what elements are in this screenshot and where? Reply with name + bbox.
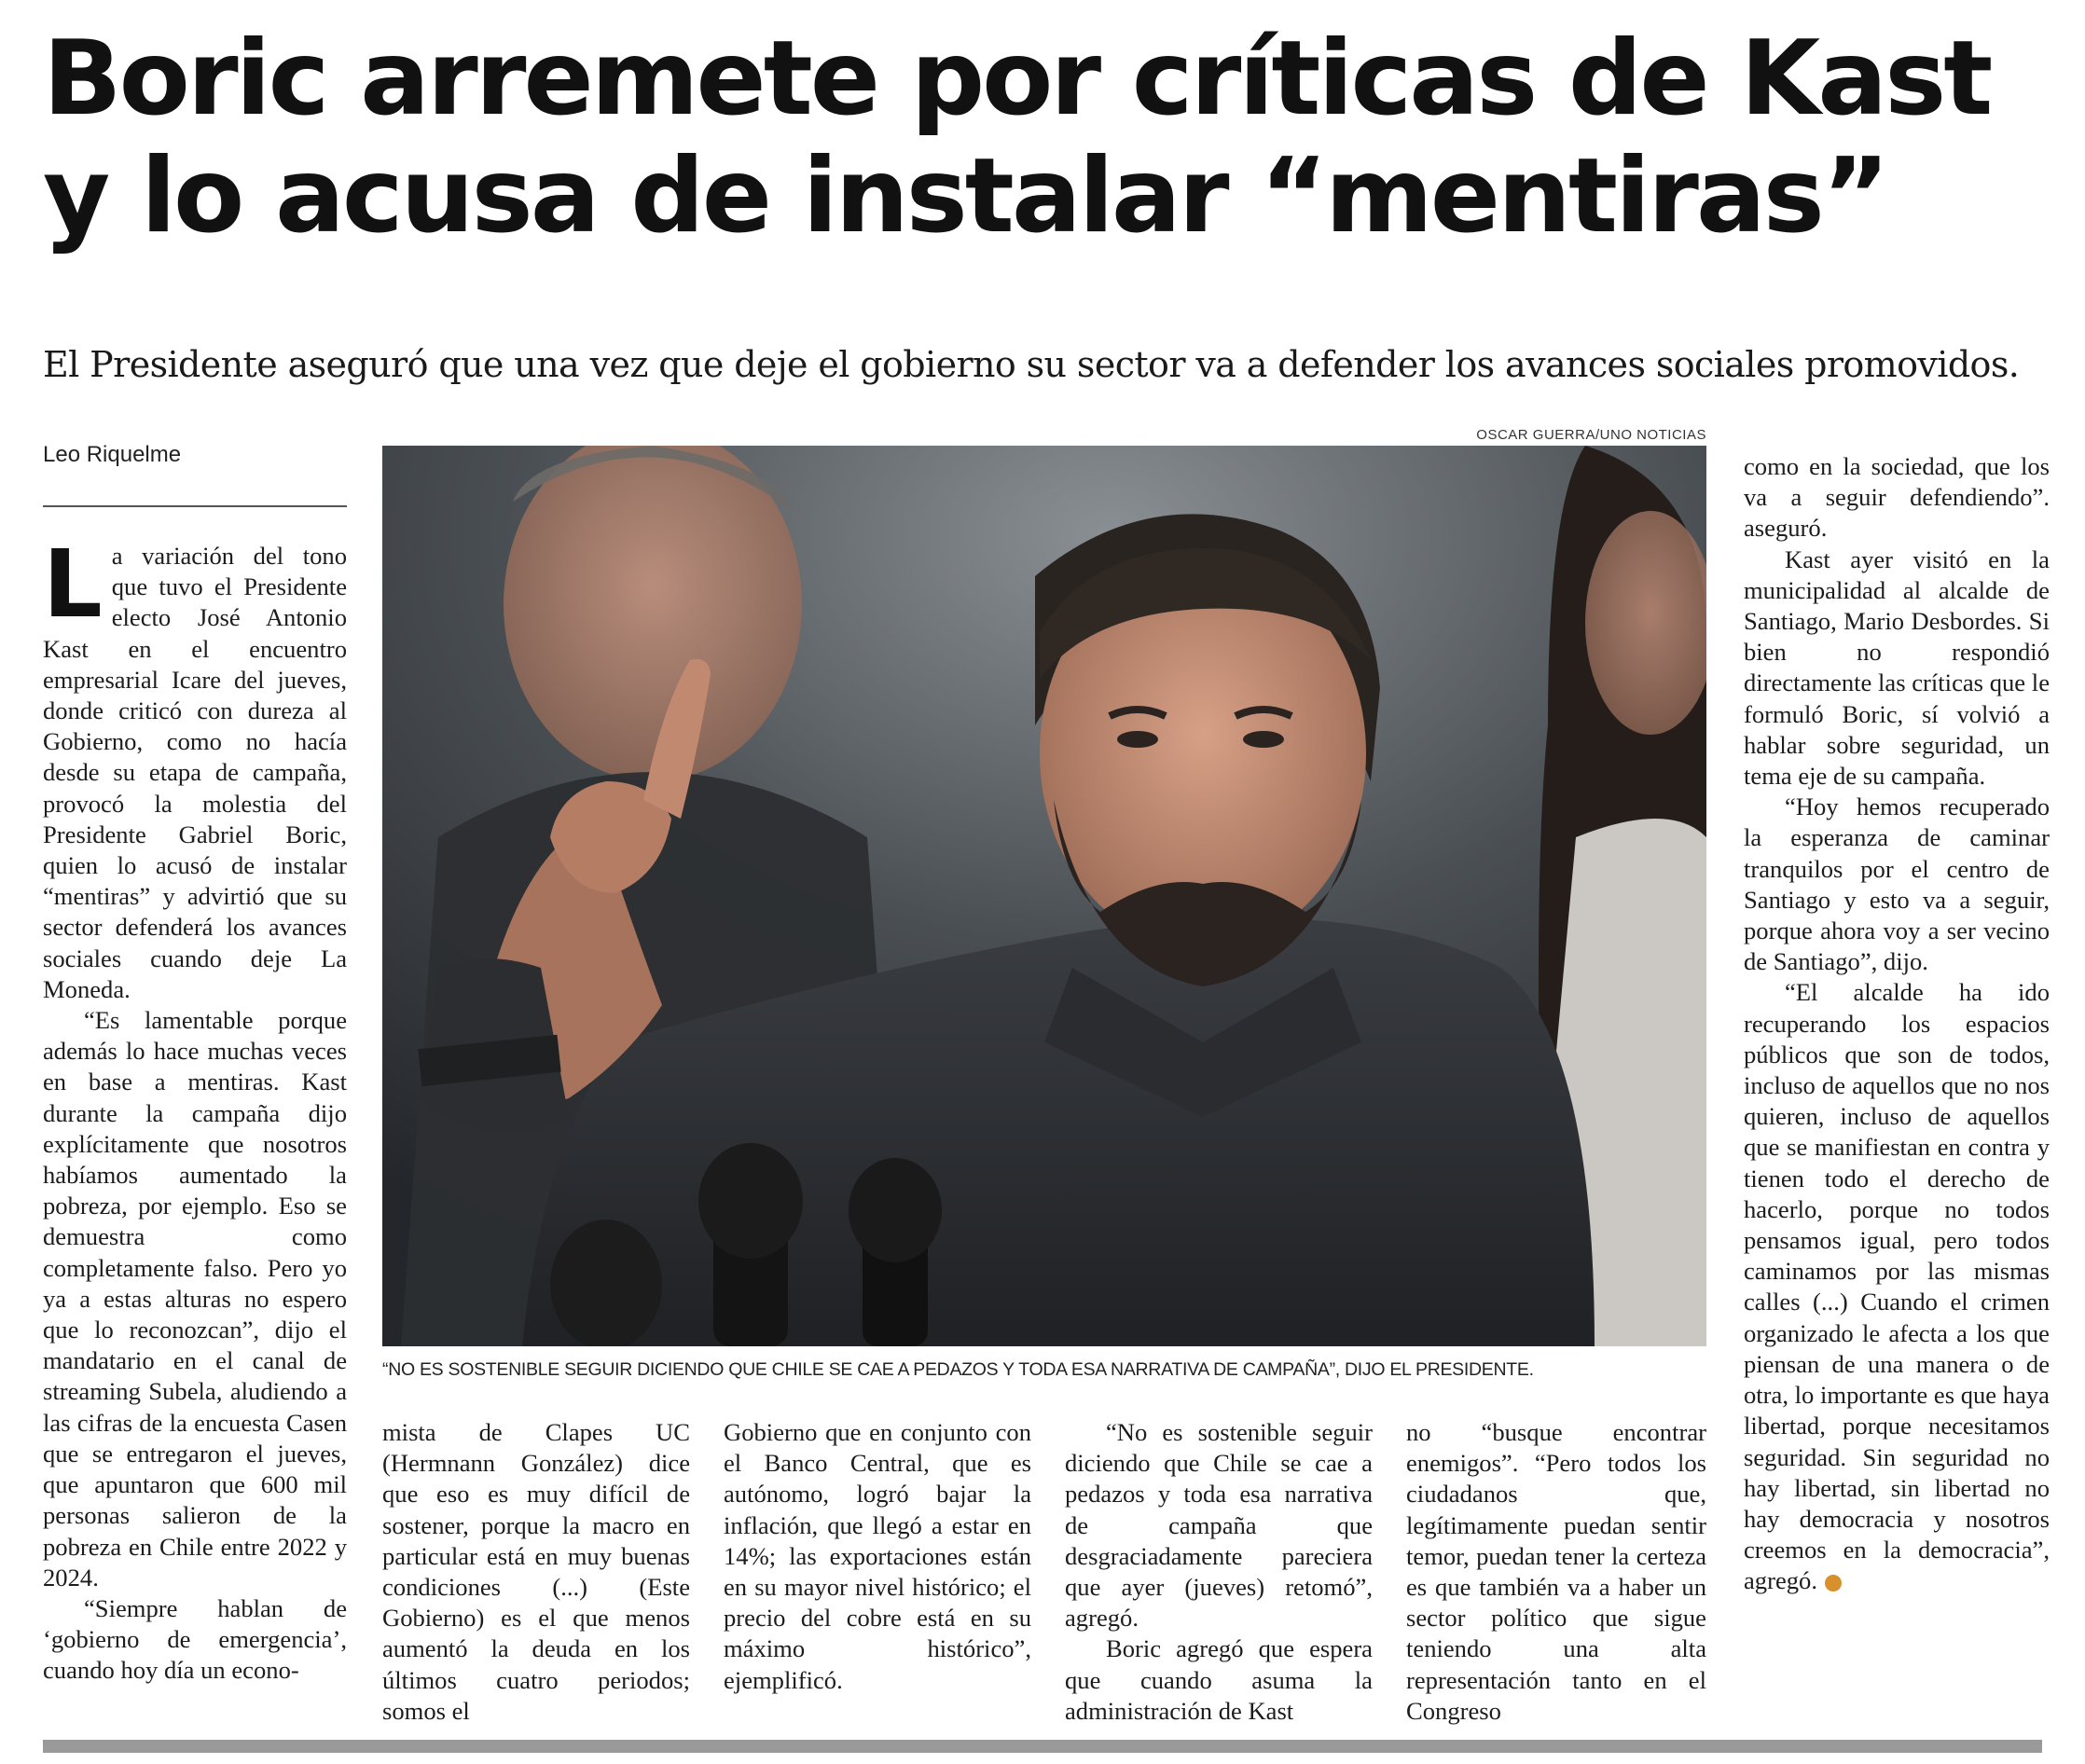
headline-line-2: y lo acusa de instalar “mentiras”: [43, 136, 1887, 256]
paragraph-text: “El alcalde ha ido recuperando los espacios públicos que son de todos, incluso de aquellos que no nos quieren, incluso de aquellos que se manifiestan en contra y tienen todo el derecho de hacerlo, porque no todos pensamos igual, pero todos caminamos por las mismas calles (...) Cuando el crimen organizado le afecta a los que piensan de una manera o de otra, lo importante es que haya libertad, porque necesitamos seguridad. Sin seguridad no hay libertad, sin libertad no hay democracia y nosotros creemos en la democracia”, agregó.: [1744, 978, 2050, 1595]
article-column-3: [724, 1417, 1031, 1696]
article-paragraph: “Hoy hemos recuperado la esperanza de caminar tranquilos por el centro de Santiago y esto va a seguir, porque ahora voy a ser vecino de Santiago”, dijo.: [1744, 792, 2050, 976]
photo-boric-press-conference: [382, 446, 1706, 1346]
bottom-rule: [43, 1740, 2042, 1753]
article-paragraph: Gobierno que en conjunto con el Banco Central, que es autónomo, logró bajar la inflación, que llegó a estar en 14%; las exportaciones están en su mayor nivel histórico; el precio del cobre está en su máximo histórico”, ejemplificó.: [724, 1418, 1031, 1694]
article-column-5: [1406, 1417, 1706, 1727]
photo-illustration: [382, 446, 1706, 1346]
article-column-6: [1744, 451, 2050, 1597]
article-paragraph: no “busque encontrar enemigos”. “Pero todos los ciudadanos que, legítimamente puedan sentir temor, puedan tener la certeza es que también va a haber un sector político que sigue teniendo una alta representación tanto en el Congreso: [1406, 1418, 1706, 1725]
article-paragraph: “No es sostenible seguir diciendo que Chile se cae a pedazos y toda esa narrativa de campaña que desgraciadamente pareciera que ayer (jueves) retomó”, agregó.: [1065, 1418, 1373, 1633]
article-column-1: [43, 530, 347, 1687]
article-paragraph: mista de Clapes UC (Hermnann González) dice que eso es muy difícil de sostener, porque la macro en particular está en muy buenas condiciones (...) (Este Gobierno) es el que menos aumentó la deuda en los últimos cuatro periodos; somos el: [382, 1418, 690, 1725]
end-of-article-icon: [1825, 1575, 1842, 1592]
article-paragraph: como en la sociedad, que los va a seguir defendiendo”. aseguró.: [1744, 452, 2050, 543]
photo-caption: “NO ES SOSTENIBLE SEGUIR DICIENDO QUE CHILE SE CAE A PEDAZOS Y TODA ESA NARRATIVA DE CAMPAÑA”, DIJO EL PRESIDENTE.: [382, 1359, 1534, 1380]
deck-subheadline: El Presidente aseguró que una vez que deje el gobierno su sector va a defender los avances sociales promovidos.: [43, 344, 2020, 385]
headline-line-1: Boric arremete por críticas de Kast: [43, 19, 1991, 139]
article-column-2: [382, 1417, 690, 1727]
drop-cap: L: [43, 530, 103, 639]
article-paragraph: [1744, 977, 2050, 1596]
photo-credit: OSCAR GUERRA/UNO NOTICIAS: [1476, 427, 1706, 443]
article-paragraph: Kast ayer visitó en la municipalidad al alcalde de Santiago, Mario Desbordes. Si bien no respondió directamente las críticas que le formuló Boric, sí volvió a hablar sobre seguridad, un tema eje de su campaña.: [1744, 544, 2050, 791]
paragraph-text: a variación del tono que tuvo el Presidente electo José Antonio Kast en el encuentro empresarial Icare del jueves, donde criticó con dureza al Gobierno, como no hacía desde su etapa de campaña, provocó la molestia del Presidente Gabriel Boric, quien lo acusó de instalar “mentiras” y advirtió que su sector defenderá los avances sociales cuando deje La Moneda.: [43, 542, 347, 1003]
article-paragraph: “Es lamentable porque además lo hace muchas veces en base a mentiras. Kast durante la campaña dijo explícitamente que nosotros habíamos aumentado la pobreza, por ejemplo. Eso se demuestra como completamente falso. Pero yo ya a estas alturas no espero que lo reconozcan”, dijo el mandatario en el canal de streaming Subela, aludiendo a las cifras de la encuesta Casen que se entregaron el jueves, que apuntaron que 600 mil personas salieron de la pobreza en Chile entre 2022 y 2024.: [43, 1006, 347, 1592]
byline-rule: [43, 505, 347, 507]
article-paragraph: Boric agregó que espera que cuando asuma la administración de Kast: [1065, 1634, 1373, 1725]
article-paragraph: “Siempre hablan de ‘gobierno de emergencia’, cuando hoy día un econo-: [43, 1593, 347, 1685]
article-paragraph: [43, 530, 347, 1005]
article-column-4: [1065, 1417, 1373, 1727]
headline: [43, 21, 2057, 255]
byline: Leo Riquelme: [43, 442, 182, 467]
